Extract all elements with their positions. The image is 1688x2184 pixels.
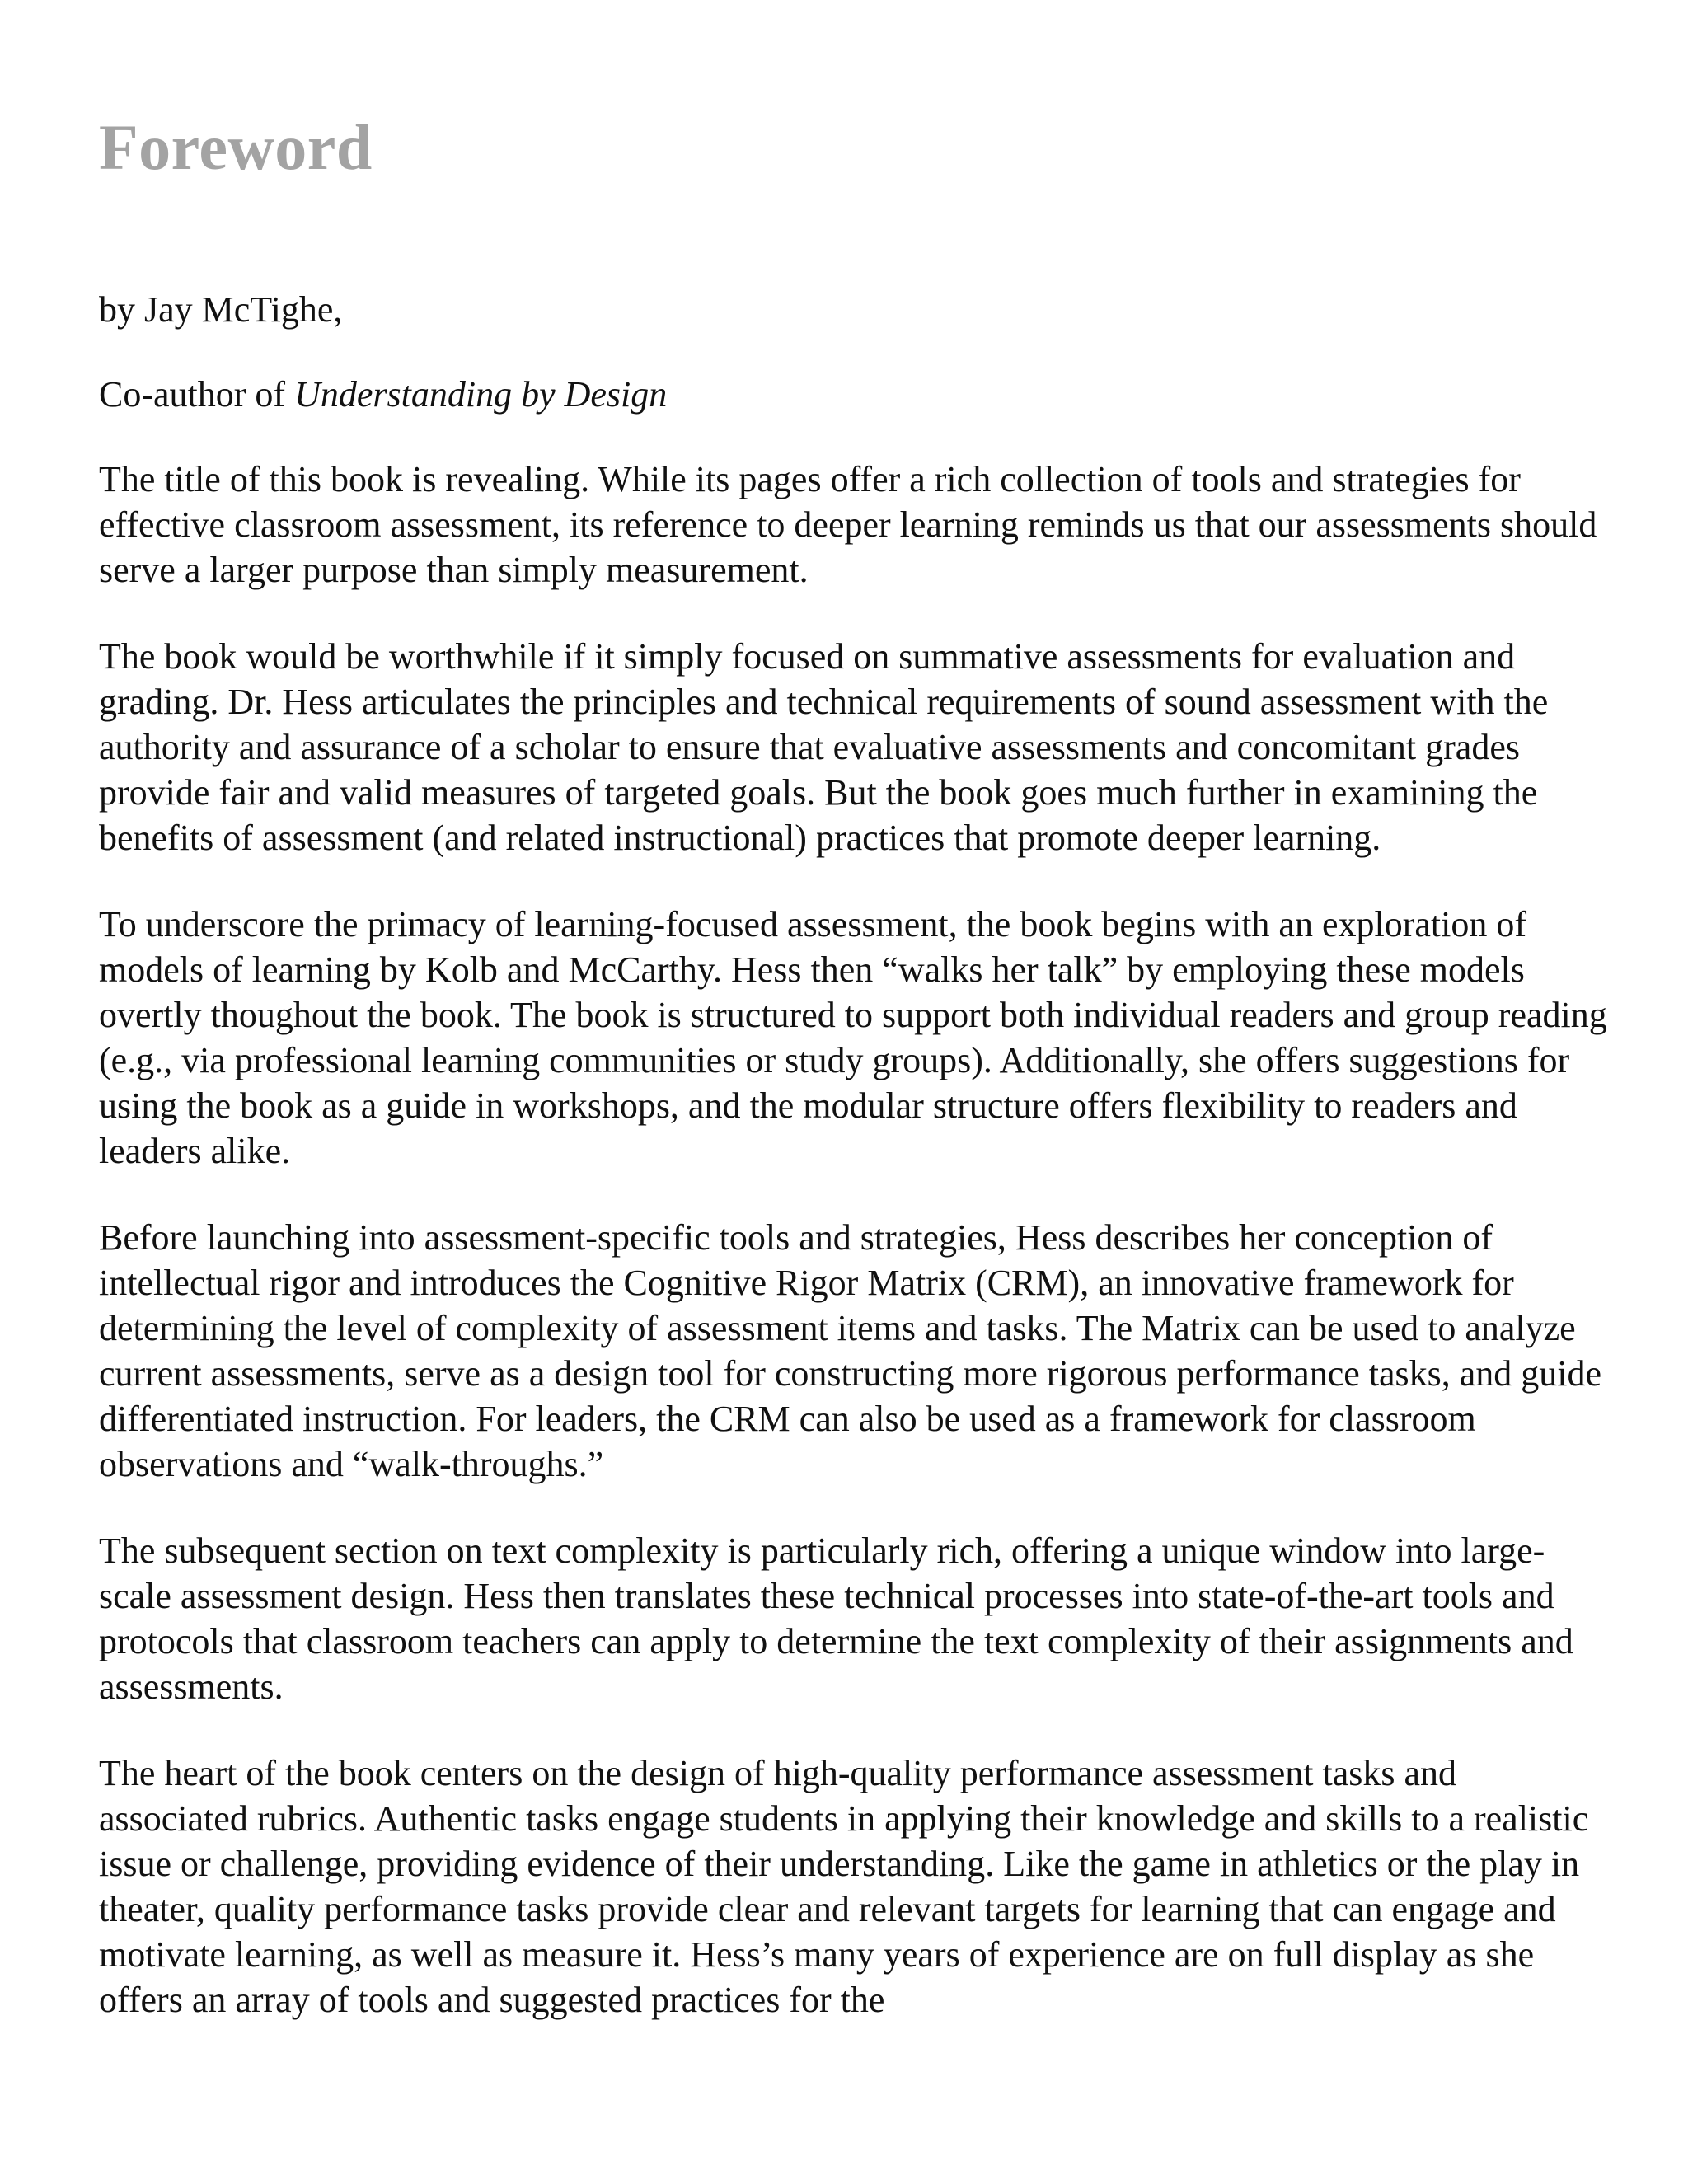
author-byline: by Jay McTighe, — [99, 289, 343, 330]
coauthor-book-title: Understanding by Design — [294, 374, 668, 415]
body-paragraph-6: The heart of the book centers on the design of high-quality performance assessment tasks and associated rubrics. Authentic tasks engage students in applying their knowledge and skills to a realistic issue or challenge, providing evidence of their understanding. Like the game in athletics or the play in theater, quality performance tasks provide clear and relevant targets for learning that can engage and motivate learning, as well as measure it. Hess’s many years of experience are on full display as she offers an array of tools and suggested practices for the — [99, 1753, 1589, 2020]
page-title: Foreword — [99, 111, 373, 183]
body-paragraph-2: The book would be worthwhile if it simply focused on summative assessments for evaluation and grading. Dr. Hess articulates the principles and technical requirements of sound assessment with the authority and assurance of a scholar to ensure that evaluative assessments and concomitant grades provide fair and valid measures of targeted goals. But the book goes much further in examining the benefits of assessment (and related instructional) practices that promote deeper learning. — [99, 636, 1549, 858]
body-paragraph-4: Before launching into assessment-specific tools and strategies, Hess describes her conception of intellectual rigor and introduces the Cognitive Rigor Matrix (CRM), an innovative framework for determining the level of complexity of assessment items and tasks. The Matrix can be used to analyze current assessments, serve as a design tool for constructing more rigorous performance tasks, and guide differentiated instruction. For leaders, the CRM can also be used as a framework for classroom observations and “walk-throughs.” — [99, 1217, 1602, 1484]
body-paragraph-1: The title of this book is revealing. While its pages offer a rich collection of tools and strategies for effective classroom assessment, its reference to deeper learning reminds us that our assessments should serve a larger purpose than simply measurement. — [99, 459, 1597, 590]
document-page — [99, 111, 1607, 2064]
coauthor-line — [99, 372, 1607, 417]
body-paragraph-5: The subsequent section on text complexity is particularly rich, offering a unique window into large-scale assessment design. Hess then translates these technical processes into state-of-the-art tools and protocols that classroom teachers can apply to determine the text complexity of their assignments and assessments. — [99, 1530, 1573, 1707]
body-paragraph-3: To underscore the primacy of learning-focused assessment, the book begins with an exploration of models of learning by Kolb and McCarthy. Hess then “walks her talk” by employing these models overtly thoughout the book. The book is structured to support both individual readers and group reading (e.g., via professional learning communities or study groups). Additionally, she offers suggestions for using the book as a guide in workshops, and the modular structure offers flexibility to readers and leaders alike. — [99, 904, 1607, 1171]
coauthor-prefix: Co-author of — [99, 374, 295, 415]
